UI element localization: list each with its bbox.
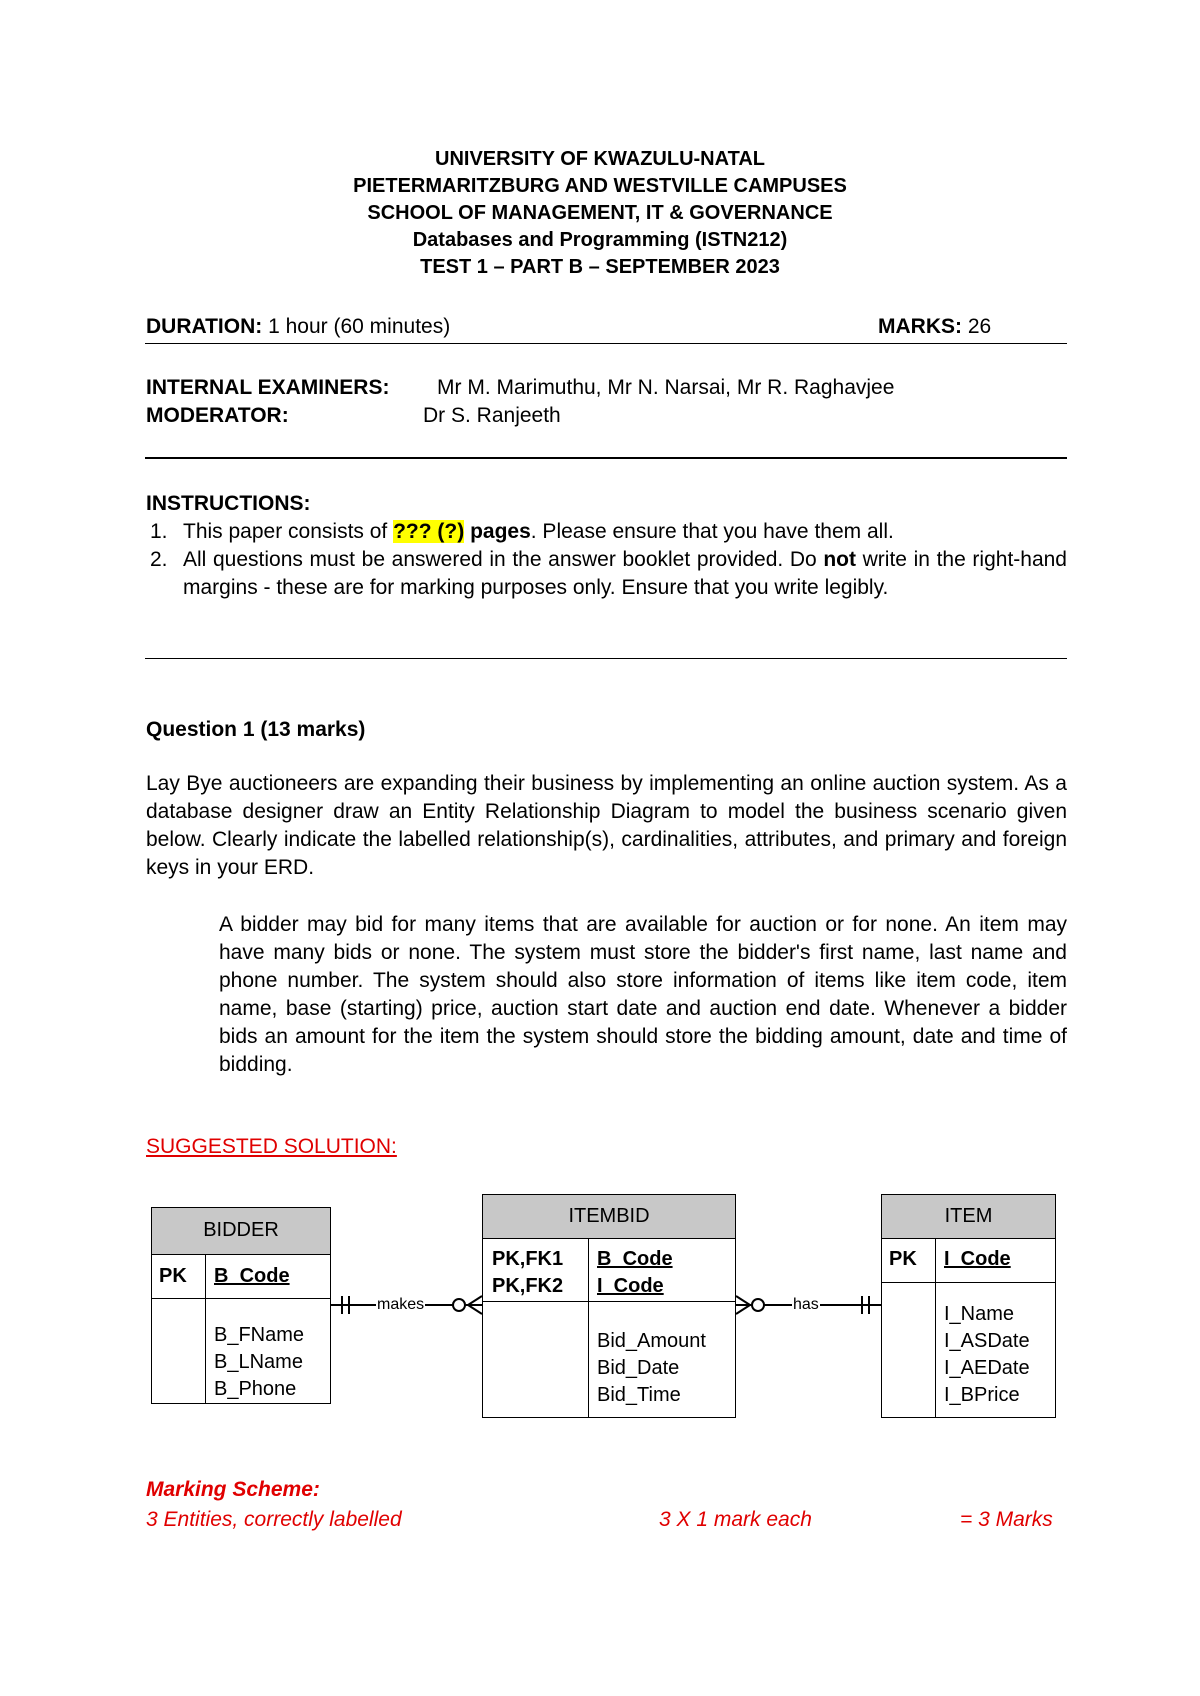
question-1-scenario: A bidder may bid for many items that are available for auction or for none. An item may have many bids or none. The system must store the bidder's first name, last name and phone number. The system should also store information of items like item code, item name, base (starting) price, auction start date and auction end date. Whenever a bidder bids an amount for the item the system should store the bidding amount, date and time of bidding. <box>219 913 1067 1076</box>
item-pk-label: PK <box>889 1248 917 1270</box>
item-attr: I_BPrice <box>944 1384 1020 1406</box>
bidder-pk-label: PK <box>159 1265 187 1287</box>
question-1-title: Question 1 (13 marks) <box>146 718 366 741</box>
question-1-intro: Lay Bye auctioneers are expanding their business by implementing an online auction system. As a database designer draw an Entity Relationship Diagram to model the business scenario given below. Clearly indicate the labelled relationship(s), cardinalities, attributes, and primary and foreign keys in your ERD. <box>146 772 1067 879</box>
instruction-1: This paper consists of ??? (?) pages. Please ensure that you have them all. <box>183 520 894 543</box>
item-attr: I_AEDate <box>944 1357 1030 1379</box>
item-attr: I_ASDate <box>944 1330 1030 1352</box>
bidder-attr: B_LName <box>214 1351 303 1373</box>
marking-row-total: = 3 Marks <box>960 1508 1053 1531</box>
entity-item-title: ITEM <box>882 1195 1055 1239</box>
marks-value: 26 <box>967 315 992 338</box>
marking-scheme-heading: Marking Scheme: <box>146 1478 320 1501</box>
examiners-label: INTERNAL EXAMINERS: <box>146 376 390 399</box>
marking-row-calculation: 3 X 1 mark each <box>659 1508 812 1531</box>
itembid-attr: Bid_Date <box>597 1357 680 1379</box>
page-count-highlight: ??? (?) <box>393 520 465 543</box>
itembid-pk-label-1: PK,FK1 <box>492 1248 564 1270</box>
module-name: Databases and Programming (ISTN212) <box>412 229 788 251</box>
moderator-label: MODERATOR: <box>146 404 289 427</box>
marks-label: MARKS: <box>878 315 962 338</box>
test-title: TEST 1 – PART B – SEPTEMBER 2023 <box>420 256 780 278</box>
relationship-label-has: has <box>793 1296 819 1313</box>
bidder-attr: B_FName <box>214 1324 305 1346</box>
instructions-heading: INSTRUCTIONS: <box>146 492 311 515</box>
instruction-2-number: 2. <box>150 548 168 571</box>
bidder-attr: B_Phone <box>214 1378 297 1400</box>
university-name: UNIVERSITY OF KWAZULU-NATAL <box>435 148 765 170</box>
itembid-pk-attr-2: I_Code <box>597 1275 664 1297</box>
moderator-value: Dr S. Ranjeeth <box>423 404 561 427</box>
itembid-pk-attr-1: B_Code <box>597 1248 673 1270</box>
suggested-solution-heading: SUGGESTED SOLUTION: <box>146 1135 397 1158</box>
duration-label: DURATION: <box>146 315 263 338</box>
item-attr: I_Name <box>944 1303 1015 1325</box>
bidder-pk-attr: B_Code <box>214 1265 290 1287</box>
relationship-label-makes: makes <box>377 1296 425 1313</box>
itembid-pk-label-2: PK,FK2 <box>492 1275 564 1297</box>
school-name: SCHOOL OF MANAGEMENT, IT & GOVERNANCE <box>367 202 833 224</box>
itembid-attr: Bid_Amount <box>597 1330 706 1352</box>
item-pk-attr: I_Code <box>944 1248 1011 1270</box>
itembid-attr: Bid_Time <box>597 1384 681 1406</box>
campuses: PIETERMARITZBURG AND WESTVILLE CAMPUSES <box>353 175 847 197</box>
entity-bidder-title: BIDDER <box>152 1208 330 1255</box>
marking-row-description: 3 Entities, correctly labelled <box>146 1508 402 1531</box>
examiners-value: Mr M. Marimuthu, Mr N. Narsai, Mr R. Raghavjee <box>437 376 895 399</box>
duration-value: 1 hour (60 minutes) <box>268 315 451 338</box>
entity-itembid-title: ITEMBID <box>483 1195 735 1239</box>
instruction-1-number: 1. <box>150 520 168 543</box>
instruction-2: All questions must be answered in the answer booklet provided. Do not write in the right-hand margins - these are for marking purposes only. Ensure that you write legibly. <box>183 548 1067 599</box>
